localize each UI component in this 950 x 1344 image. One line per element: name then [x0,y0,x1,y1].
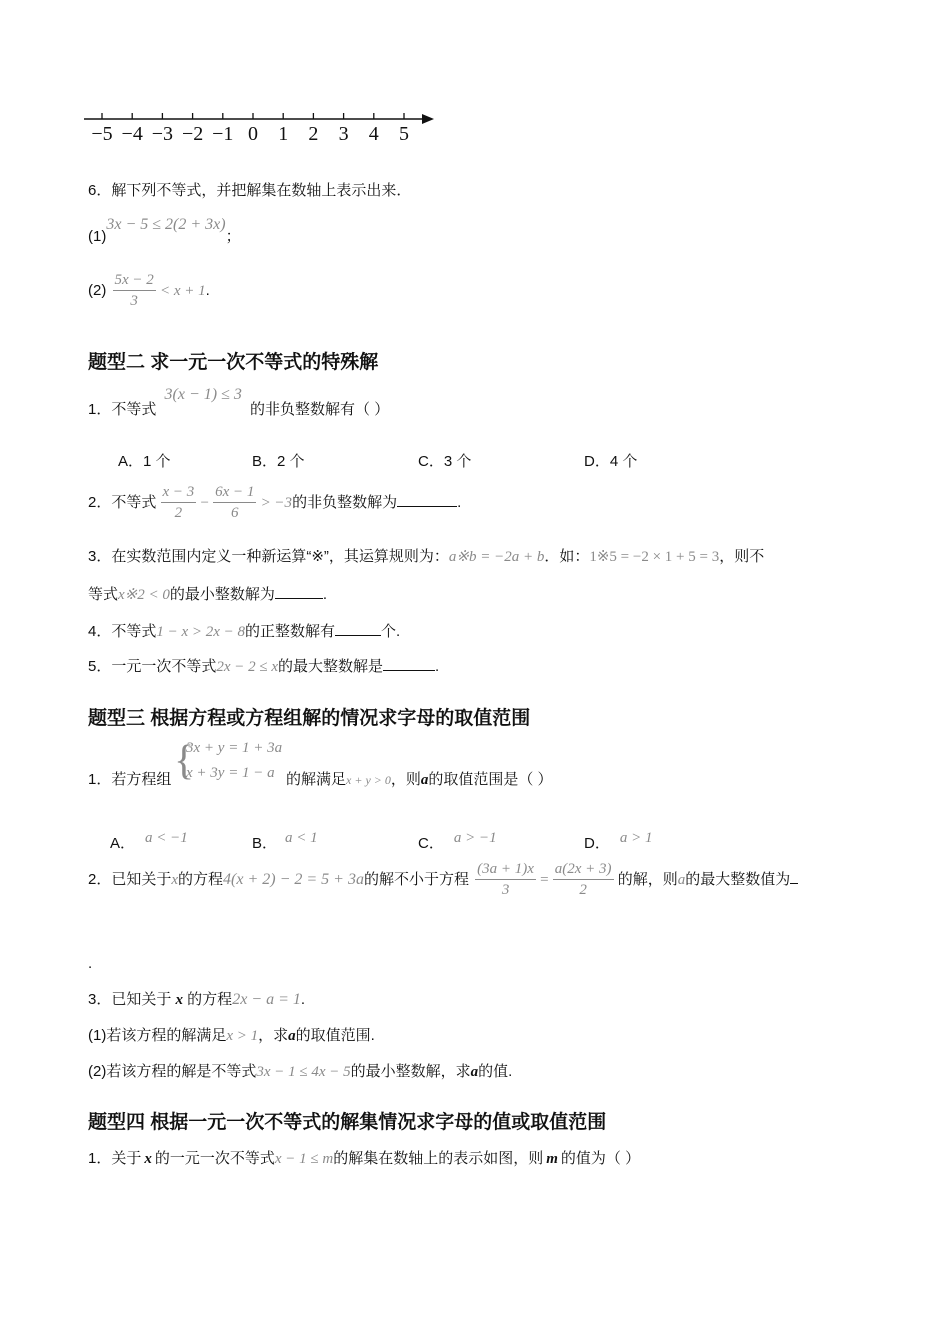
s4-q1-pre: 1．关于 [88,1150,142,1167]
q6-part2-fraction [113,272,156,310]
s2-q3-line1 [88,545,764,566]
s2-q3-answer-blank[interactable] [275,584,323,599]
s2-q2-minus: − [200,494,209,511]
number-line-tick-label: −2 [181,123,204,145]
s3-q1-option-b-math: a < 1 [285,830,318,846]
s3-q2 [88,861,798,899]
s2-q3-line1-mid: ．如： [544,548,590,565]
s2-q2-rest: > −3 [260,494,293,511]
number-line-tick-label: 5 [399,123,409,145]
s2-q4-pre: 4．不等式 [88,623,157,640]
s4-q1-post: 的值为（ ） [560,1150,641,1167]
s3-q1-eq1: 3x + y = 1 + 3a [186,740,283,756]
s3-q3-p1-pre: (1)若该方程的解满足 [88,1027,227,1044]
s3-q1-option-d[interactable] [584,829,652,850]
s2-q4-answer-blank[interactable] [335,621,381,636]
s3-q1-var-a: a [420,772,429,788]
s3-q1-system-brace: { [174,738,195,784]
s2-q1-option-a[interactable]: A．1 个 [118,453,171,470]
s3-q2-f2-denominator: 2 [579,882,587,898]
section3-heading: 题型三 根据方程或方程组解的情况求字母的取值范围 [88,708,531,729]
s3-q3-stem-pre: 3．已知关于 [88,991,176,1008]
s3-q1-option-b[interactable] [252,829,318,850]
s2-q1-option-c[interactable]: C．3 个 [418,453,472,470]
q6-part2-numerator: 5x − 2 [113,272,156,291]
s3-q3-stem-math: 2x − a = 1 [232,991,301,1008]
s3-q2-fraction-2 [553,861,614,899]
s3-q1-option-d-label: D． [584,835,610,852]
s3-q2-answer-blank[interactable] [790,869,798,884]
q6-part2-label: (2) [88,281,107,299]
s2-q5-answer-blank[interactable] [383,656,435,671]
s3-q2-var-a: a [677,871,686,888]
s2-q5-post: 的最大整数解是 [278,658,384,675]
number-line-tick-label: 1 [278,123,289,145]
s3-q3-p2-end: 的值. [478,1063,513,1080]
s3-q1-eq2: x + 3y = 1 − a [186,765,275,781]
s2-q1-option-b[interactable]: B．2 个 [252,453,305,470]
s3-q3-p2-math: 3x − 1 ≤ 4x − 5 [256,1064,351,1080]
number-line-tick-label: 3 [338,123,349,145]
q6-part2-rest: < x + 1 [159,282,206,299]
s3-q1-option-a-label: A． [110,835,136,852]
number-line-tick-label: −3 [151,123,174,145]
s2-q3-rule-math: a※b = −2a + b [448,549,545,565]
s3-q3-stem-var: x [175,992,184,1008]
s3-q1-post1: ，则 [390,771,421,788]
section4-heading: 题型四 根据一元一次不等式的解集情况求字母的值或取值范围 [88,1112,607,1133]
s3-q2-f2-numerator: a(2x + 3) [553,861,614,880]
s4-q1-mid2: 的解集在数轴上的表示如图，则 [333,1150,544,1167]
s3-q2-fraction-1 [475,861,536,899]
s3-q1-option-d-math: a > 1 [619,830,653,846]
s3-q1-option-a-math: a < −1 [145,830,188,846]
number-line-tick-label: 4 [368,123,379,145]
s3-q3-stem-mid: 的方程 [183,991,233,1008]
s2-q1-pre: 1．不等式 [88,401,157,418]
s2-q2-f2-numerator: 6x − 1 [213,484,256,503]
s4-q1 [88,1147,640,1168]
s2-q1 [88,386,390,418]
s3-q2-var-x: x [171,871,179,888]
s3-q2-mid2: 的解不小于方程 [363,870,469,888]
s2-q5-end: . [435,658,440,675]
s2-q2-pre: 2．不等式 [88,493,157,511]
s2-q1-math: 3(x − 1) ≤ 3 [164,386,242,403]
s3-q1-condition: x + y > 0 [346,773,391,787]
s2-q3-inequality-math: x※2 < 0 [118,587,170,603]
s3-q3-p1-end: 的取值范围. [295,1027,375,1044]
s3-q3-part2 [88,1060,512,1081]
s3-q3-p2-mid: 的最小整数解，求 [350,1063,471,1080]
q6-part1-math: 3x − 5 ≤ 2(2 + 3x) [106,216,226,233]
s4-q1-var-x: x [144,1151,152,1167]
s2-q3-line1-post: ，则不 [719,548,765,565]
s3-q3-p2-var: a [470,1064,479,1080]
s3-q2-post: 的最大整数值为 [685,870,791,888]
s3-q3-p1-var: a [288,1028,296,1044]
s3-q3-p1-mid: ，求 [258,1027,289,1044]
s2-q4 [88,620,400,641]
s2-q4-end: 个. [381,623,401,640]
s3-q1-pre: 1．若方程组 [88,771,172,788]
s3-q2-eq1: 4(x + 2) − 2 = 5 + 3a [223,870,364,888]
s4-q1-var-m: m [546,1151,558,1167]
s3-q2-mid3: 的解，则 [617,870,678,888]
s3-q1-option-c[interactable] [418,829,497,850]
s2-q2-fraction-1 [161,484,197,522]
s2-q4-post: 的正整数解有 [245,623,336,640]
s3-q2-f1-denominator: 3 [501,882,510,898]
q6-stem: 6．解下列不等式，并把解集在数轴上表示出来． [88,182,412,199]
s3-q1-option-b-label: B． [252,835,278,852]
s3-q2-pre: 2．已知关于 [88,870,172,888]
q6-part1-label: (1) [88,228,107,245]
s3-q3-p1-math: x > 1 [226,1028,259,1044]
s2-q5 [88,655,439,676]
s3-q2-f1-numerator: (3a + 1)x [475,861,536,880]
s3-q3-stem [88,988,305,1009]
q6-part2-denominator: 3 [130,293,138,309]
s2-q5-pre: 5．一元一次不等式 [88,658,217,675]
s2-q4-math: 1 − x > 2x − 8 [156,624,246,640]
number-line-tick-label: 2 [308,123,319,145]
s2-q3-line2-pre: 等式 [88,586,119,603]
number-line-tick-label: −5 [91,123,113,145]
s2-q1-post: 的非负整数解有（ ） [250,401,390,418]
q6-part1 [88,216,241,245]
s2-q2 [88,484,461,522]
s3-q2-equals: = [540,871,549,888]
s3-q1-option-c-label: C． [418,835,444,852]
s2-q1-option-d[interactable]: D．4 个 [584,453,638,470]
s3-q1-mid: 的解满足 [286,771,347,788]
s2-q2-answer-blank[interactable] [397,492,457,507]
number-line-tick-label: −1 [212,123,234,145]
number-line-tick-label: −4 [121,123,143,145]
s4-q1-mid1: 的一元一次不等式 [154,1150,275,1167]
s3-q2-end: . [88,955,93,972]
q6-part1-tail: ； [225,228,241,245]
s2-q2-post: 的非负整数解为 [292,493,398,511]
q6-part2 [88,272,210,310]
s2-q3-line1-pre: 3．在实数范围内定义一种新运算“※”，其运算规则为： [88,548,449,565]
s3-q1-post2: 的取值范围是（ ） [428,771,553,788]
s3-q2-mid1: 的方程 [178,870,224,888]
s2-q3-example-math: 1※5 = −2 × 1 + 5 = 3 [589,549,720,565]
q6-part2-tail: . [205,281,210,299]
s2-q2-f1-denominator: 2 [174,505,183,521]
s2-q5-math: 2x − 2 ≤ x [216,659,279,675]
s2-q2-end: . [457,493,462,511]
axis-arrow-icon [422,114,434,124]
section2-heading: 题型二 求一元一次不等式的特殊解 [88,352,379,373]
s3-q1-option-c-math: a > −1 [453,830,497,846]
s4-q1-math: x − 1 ≤ m [274,1151,334,1167]
number-line-tick-label: 0 [248,123,258,145]
s3-q1-option-a[interactable] [110,829,188,850]
s2-q2-fraction-2 [213,484,256,522]
s2-q2-f1-numerator: x − 3 [161,484,197,503]
s3-q3-p2-pre: (2)若该方程的解是不等式 [88,1063,257,1080]
s3-q3-part1 [88,1024,375,1045]
s3-q1-tail [286,768,553,789]
s3-q3-stem-end: . [300,991,306,1008]
s2-q2-f2-denominator: 6 [231,505,239,521]
s2-q3-line2 [88,583,327,604]
s2-q3-line2-end: . [322,586,328,603]
s2-q3-line2-post: 的最小整数解为 [169,586,275,603]
